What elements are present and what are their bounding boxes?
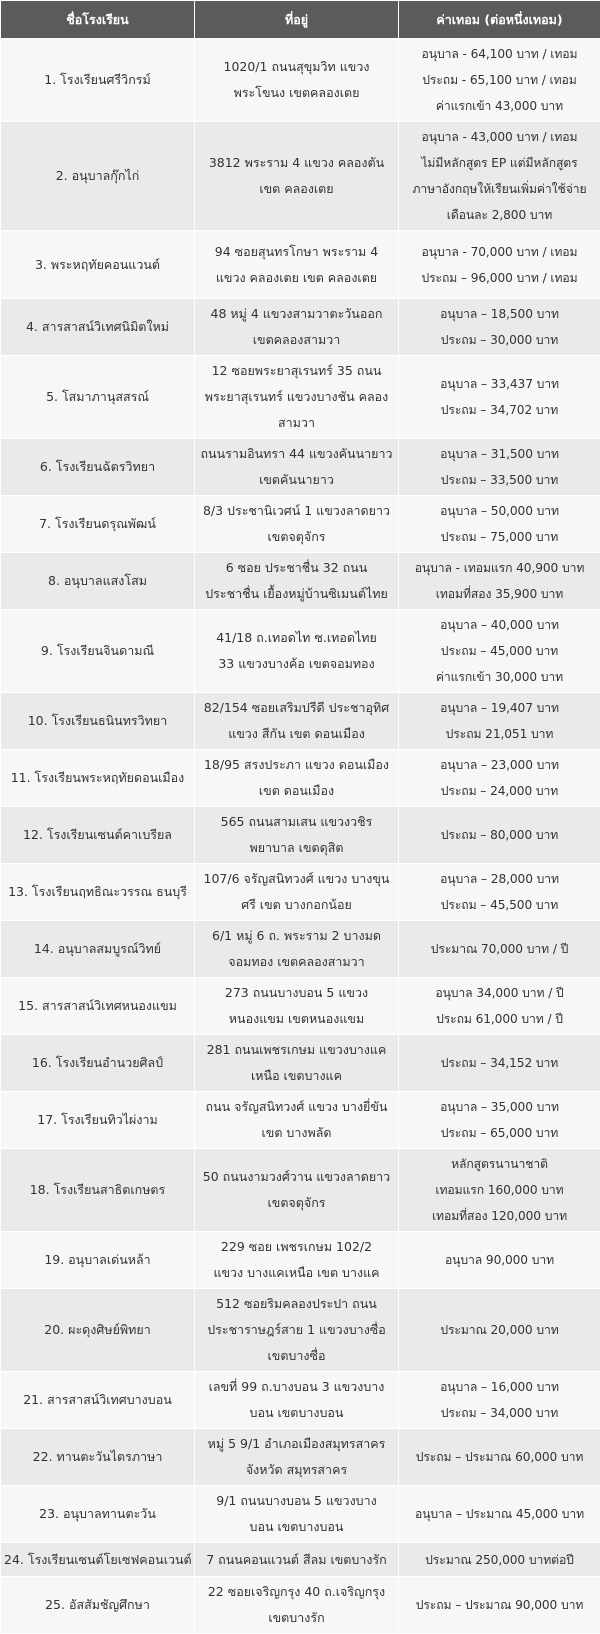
address-line: จังหวัด สมุทรสาคร (198, 1457, 395, 1483)
address-cell (195, 1289, 399, 1372)
table-row (1, 439, 600, 496)
address-line: 6 ซอย ประชาชื่น 32 ถนน (198, 555, 395, 581)
tuition-line: ประถม 21,051 บาท (402, 721, 597, 747)
address-line: 41/18 ถ.เทอดไท ซ.เทอดไทย (198, 625, 395, 651)
header-address: ที่อยู่ (195, 1, 399, 39)
address-line: สามวา (198, 410, 395, 436)
tuition-cell (399, 610, 600, 693)
tuition-line: อนุบาล - 70,000 บาท / เทอม (402, 239, 597, 265)
tuition-line: อนุบาล – 50,000 บาท (402, 498, 597, 524)
address-cell (195, 299, 399, 356)
address-line: แขวง คลองเตย เขต คลองเตย (198, 265, 395, 291)
address-line: เขต ดอนเมือง (198, 778, 395, 804)
address-line: ถนน จรัญสนิทวงศ์ แขวง บางยี่ขัน (198, 1094, 395, 1120)
tuition-cell (399, 439, 600, 496)
header-tuition: ค่าเทอม (ต่อหนึ่งเทอม) (399, 1, 600, 39)
address-cell (195, 39, 399, 122)
tuition-line: ประมาณ 20,000 บาท (402, 1317, 597, 1343)
tuition-cell (399, 231, 600, 299)
address-cell (195, 807, 399, 864)
table-row (1, 39, 600, 122)
table-row (1, 299, 600, 356)
address-cell (195, 1092, 399, 1149)
tuition-line: อนุบาล - เทอมแรก 40,900 บาท (402, 555, 597, 581)
tuition-line: ค่าแรกเข้า 43,000 บาท (402, 93, 597, 119)
tuition-line: ประมาณ 250,000 บาทต่อปี (402, 1547, 597, 1573)
address-line: เขตบางรัก (198, 1605, 395, 1631)
address-line: หนองแขม เขตหนองแขม (198, 1006, 395, 1032)
address-cell (195, 864, 399, 921)
address-line: เหนือ เขตบางแค (198, 1063, 395, 1089)
table-row (1, 1543, 600, 1577)
tuition-cell (399, 1289, 600, 1372)
tuition-line: เทอมที่สอง 35,900 บาท (402, 581, 597, 607)
address-cell (195, 553, 399, 610)
address-cell (195, 750, 399, 807)
tuition-cell (399, 807, 600, 864)
address-line: ถนนรามอินทรา 44 แขวงคันนายาว (198, 441, 395, 467)
school-name-cell: 16. โรงเรียนอำนวยศิลป์ (1, 1035, 195, 1092)
address-line: เขตจตุจักร (198, 524, 395, 550)
tuition-line: เทอมที่สอง 120,000 บาท (402, 1203, 597, 1229)
school-name-cell: 14. อนุบาลสมบูรณ์วิทย์ (1, 921, 195, 978)
tuition-line: ประถม – 34,702 บาท (402, 397, 597, 423)
school-name-cell: 10. โรงเรียนธนินทรวิทยา (1, 693, 195, 750)
tuition-cell (399, 921, 600, 978)
address-line: 3812 พระราม 4 แขวง คลองตัน (198, 150, 395, 176)
table-row (1, 693, 600, 750)
address-line: 1020/1 ถนนสุขุมวิท แขวง (198, 54, 395, 80)
address-line: เขตคันนายาว (198, 467, 395, 493)
tuition-cell (399, 1372, 600, 1429)
table-row (1, 864, 600, 921)
address-line: ประชาชื่น เยื้องหมู่บ้านซิเมนต์ไทย (198, 581, 395, 607)
table-row (1, 750, 600, 807)
school-name-cell: 21. สารสาสน์วิเทศบางบอน (1, 1372, 195, 1429)
address-line: 18/95 สรงประภา แขวง ดอนเมือง (198, 752, 395, 778)
table-row (1, 1577, 600, 1634)
school-name-cell: 4. สารสาสน์วิเทศนิมิตใหม่ (1, 299, 195, 356)
table-row (1, 1149, 600, 1232)
table-row (1, 231, 600, 299)
tuition-line: อนุบาล – 31,500 บาท (402, 441, 597, 467)
address-line: เขตจตุจักร (198, 1190, 395, 1216)
tuition-cell (399, 978, 600, 1035)
address-cell (195, 1149, 399, 1232)
address-cell (195, 1035, 399, 1092)
tuition-cell (399, 750, 600, 807)
address-line: 33 แขวงบางค้อ เขตจอมทอง (198, 651, 395, 677)
address-line: 9/1 ถนนบางบอน 5 แขวงบาง (198, 1488, 395, 1514)
address-cell (195, 439, 399, 496)
tuition-line: ประถม – ประมาณ 90,000 บาท (402, 1592, 597, 1618)
tuition-line: ประถม – ประมาณ 60,000 บาท (402, 1444, 597, 1470)
tuition-line: อนุบาล – 23,000 บาท (402, 752, 597, 778)
table-row (1, 496, 600, 553)
table-row (1, 356, 600, 439)
address-line: 8/3 ประชานิเวศน์ 1 แขวงลาดยาว (198, 498, 395, 524)
tuition-line: ประถม – 75,000 บาท (402, 524, 597, 550)
tuition-line: ประถม – 65,000 บาท (402, 1120, 597, 1146)
tuition-line: ไม่มีหลักสูตร EP แต่มีหลักสูตร (402, 150, 597, 176)
school-name-cell: 3. พระหฤทัยคอนแวนต์ (1, 231, 195, 299)
address-cell (195, 1486, 399, 1543)
tuition-cell (399, 1035, 600, 1092)
table-row (1, 807, 600, 864)
address-line: 94 ซอยสุนทรโกษา พระราม 4 (198, 239, 395, 265)
table-row (1, 978, 600, 1035)
tuition-line: ประถม - 65,100 บาท / เทอม (402, 67, 597, 93)
school-name-cell: 19. อนุบาลเด่นหล้า (1, 1232, 195, 1289)
address-line: 281 ถนนเพชรเกษม แขวงบางแค (198, 1037, 395, 1063)
school-name-cell: 15. สารสาสน์วิเทศหนองแขม (1, 978, 195, 1035)
tuition-cell (399, 553, 600, 610)
address-line: พระยาสุเรนทร์ แขวงบางชัน คลอง (198, 384, 395, 410)
header-row (1, 1, 600, 39)
address-line: ประชาราษฎร์สาย 1 แขวงบางซื่อ (198, 1317, 395, 1343)
address-line: 7 ถนนคอนแวนต์ สีลม เขตบางรัก (198, 1547, 395, 1573)
address-cell (195, 1577, 399, 1634)
tuition-cell (399, 299, 600, 356)
address-line: แขวง สีกัน เขต ดอนเมือง (198, 721, 395, 747)
tuition-line: เดือนละ 2,800 บาท (402, 202, 597, 228)
address-line: 50 ถนนงามวงศ์วาน แขวงลาดยาว (198, 1164, 395, 1190)
table-row (1, 921, 600, 978)
address-line: ศรี เขต บางกอกน้อย (198, 892, 395, 918)
school-name-cell: 6. โรงเรียนฉัตรวิทยา (1, 439, 195, 496)
tuition-cell (399, 1149, 600, 1232)
address-line: 48 หมู่ 4 แขวงสามวาตะวันออก (198, 301, 395, 327)
tuition-line: อนุบาล – 33,437 บาท (402, 371, 597, 397)
tuition-line: อนุบาล 90,000 บาท (402, 1247, 597, 1273)
address-line: 12 ซอยพระยาสุเรนทร์ 35 ถนน (198, 358, 395, 384)
header-school-name: ชื่อโรงเรียน (1, 1, 195, 39)
tuition-cell (399, 1543, 600, 1577)
tuition-line: ประถม – 80,000 บาท (402, 822, 597, 848)
school-name-cell: 23. อนุบาลทานตะวัน (1, 1486, 195, 1543)
tuition-line: ประถม – 33,500 บาท (402, 467, 597, 493)
tuition-line: อนุบาล – 28,000 บาท (402, 866, 597, 892)
address-line: หมู่ 5 9/1 อำเภอเมืองสมุทรสาคร (198, 1431, 395, 1457)
table-row (1, 1232, 600, 1289)
tuition-line: เทอมแรก 160,000 บาท (402, 1177, 597, 1203)
tuition-cell (399, 39, 600, 122)
tuition-line: อนุบาล 34,000 บาท / ปี (402, 980, 597, 1006)
tuition-line: ประมาณ 70,000 บาท / ปี (402, 936, 597, 962)
school-name-cell: 12. โรงเรียนเซนต์คาเบรียล (1, 807, 195, 864)
tuition-line: อนุบาล – 18,500 บาท (402, 301, 597, 327)
address-line: พยาบาล เขตดุสิต (198, 835, 395, 861)
address-cell (195, 921, 399, 978)
tuition-line: ประถม – 34,152 บาท (402, 1050, 597, 1076)
tuition-line: ค่าแรกเข้า 30,000 บาท (402, 664, 597, 690)
school-name-cell: 5. โสมาภานุสสรณ์ (1, 356, 195, 439)
address-line: 565 ถนนสามเสน แขวงวชิร (198, 809, 395, 835)
tuition-line: ประถม – 30,000 บาท (402, 327, 597, 353)
tuition-line: อนุบาล – 40,000 บาท (402, 612, 597, 638)
school-name-cell: 22. ทานตะวันไตรภาษา (1, 1429, 195, 1486)
tuition-line: อนุบาล – 35,000 บาท (402, 1094, 597, 1120)
tuition-line: ประถม – 24,000 บาท (402, 778, 597, 804)
address-cell (195, 1429, 399, 1486)
table-row (1, 553, 600, 610)
address-cell (195, 356, 399, 439)
tuition-cell (399, 1092, 600, 1149)
tuition-cell (399, 1486, 600, 1543)
address-cell (195, 1232, 399, 1289)
school-name-cell: 18. โรงเรียนสาธิตเกษตร (1, 1149, 195, 1232)
tuition-line: อนุบาล – 19,407 บาท (402, 695, 597, 721)
tuition-cell (399, 693, 600, 750)
address-cell (195, 1543, 399, 1577)
address-line: บอน เขตบางบอน (198, 1400, 395, 1426)
school-name-cell: 7. โรงเรียนดรุณพัฒน์ (1, 496, 195, 553)
address-cell (195, 610, 399, 693)
table-row (1, 1035, 600, 1092)
address-line: เขตบางซื่อ (198, 1343, 395, 1369)
table-row (1, 1289, 600, 1372)
tuition-line: ประถม – 34,000 บาท (402, 1400, 597, 1426)
tuition-line: ประถม – 96,000 บาท / เทอม (402, 265, 597, 291)
school-name-cell: 17. โรงเรียนทิวไผ่งาม (1, 1092, 195, 1149)
table-row (1, 122, 600, 231)
tuition-cell (399, 1232, 600, 1289)
address-line: 82/154 ซอยเสริมปรีดี ประชาอุทิศ (198, 695, 395, 721)
address-line: จอมทอง เขตคลองสามวา (198, 949, 395, 975)
tuition-line: หลักสูตรนานาชาติ (402, 1151, 597, 1177)
school-name-cell: 2. อนุบาลกุ๊กไก่ (1, 122, 195, 231)
table-row (1, 610, 600, 693)
tuition-cell (399, 122, 600, 231)
school-name-cell: 9. โรงเรียนจินดามณี (1, 610, 195, 693)
table-row (1, 1429, 600, 1486)
school-name-cell: 13. โรงเรียนฤทธิณะวรรณ ธนบุรี (1, 864, 195, 921)
school-name-cell: 24. โรงเรียนเซนต์โยเซฟคอนเวนต์ (1, 1543, 195, 1577)
school-name-cell: 8. อนุบาลแสงโสม (1, 553, 195, 610)
address-line: เขต คลองเตย (198, 176, 395, 202)
tuition-line: ประถม – 45,000 บาท (402, 638, 597, 664)
tuition-line: ประถม – 45,500 บาท (402, 892, 597, 918)
address-line: 512 ซอยริมคลองประปา ถนน (198, 1291, 395, 1317)
tuition-line: อนุบาล – 16,000 บาท (402, 1374, 597, 1400)
tuition-line: อนุบาล - 43,000 บาท / เทอม (402, 124, 597, 150)
address-line: 273 ถนนบางบอน 5 แขวง (198, 980, 395, 1006)
tuition-line: ประถม 61,000 บาท / ปี (402, 1006, 597, 1032)
school-name-cell: 25. อัสสัมชัญศึกษา (1, 1577, 195, 1634)
address-line: บอน เขตบางบอน (198, 1514, 395, 1540)
address-line: แขวง บางแคเหนือ เขต บางแค (198, 1260, 395, 1286)
address-cell (195, 978, 399, 1035)
address-line: เขต บางพลัด (198, 1120, 395, 1146)
tuition-line: ภาษาอังกฤษให้เรียนเพิ่มค่าใช้จ่าย (402, 176, 597, 202)
school-name-cell: 20. ผะดุงศิษย์พิทยา (1, 1289, 195, 1372)
tuition-line: อนุบาล – ประมาณ 45,000 บาท (402, 1501, 597, 1527)
address-line: 6/1 หมู่ 6 ถ. พระราม 2 บางมด (198, 923, 395, 949)
table-row (1, 1372, 600, 1429)
address-cell (195, 693, 399, 750)
address-line: เขตคลองสามวา (198, 327, 395, 353)
school-name-cell: 11. โรงเรียนพระหฤทัยดอนเมือง (1, 750, 195, 807)
school-name-cell: 1. โรงเรียนศรีวิกรม์ (1, 39, 195, 122)
tuition-cell (399, 1429, 600, 1486)
tuition-cell (399, 864, 600, 921)
address-line: 22 ซอยเจริญกรุง 40 ถ.เจริญกรุง (198, 1579, 395, 1605)
table-body (1, 39, 600, 1634)
tuition-cell (399, 356, 600, 439)
address-line: 229 ซอย เพชรเกษม 102/2 (198, 1234, 395, 1260)
table-row (1, 1092, 600, 1149)
address-line: เลขที่ 99 ถ.บางบอน 3 แขวงบาง (198, 1374, 395, 1400)
address-cell (195, 496, 399, 553)
address-cell (195, 231, 399, 299)
address-line: พระโขนง เขตคลองเตย (198, 80, 395, 106)
tuition-line: อนุบาล - 64,100 บาท / เทอม (402, 41, 597, 67)
address-cell (195, 1372, 399, 1429)
address-cell (195, 122, 399, 231)
address-line: 107/6 จรัญสนิทวงศ์ แขวง บางขุน (198, 866, 395, 892)
tuition-cell (399, 1577, 600, 1634)
tuition-cell (399, 496, 600, 553)
table-row (1, 1486, 600, 1543)
